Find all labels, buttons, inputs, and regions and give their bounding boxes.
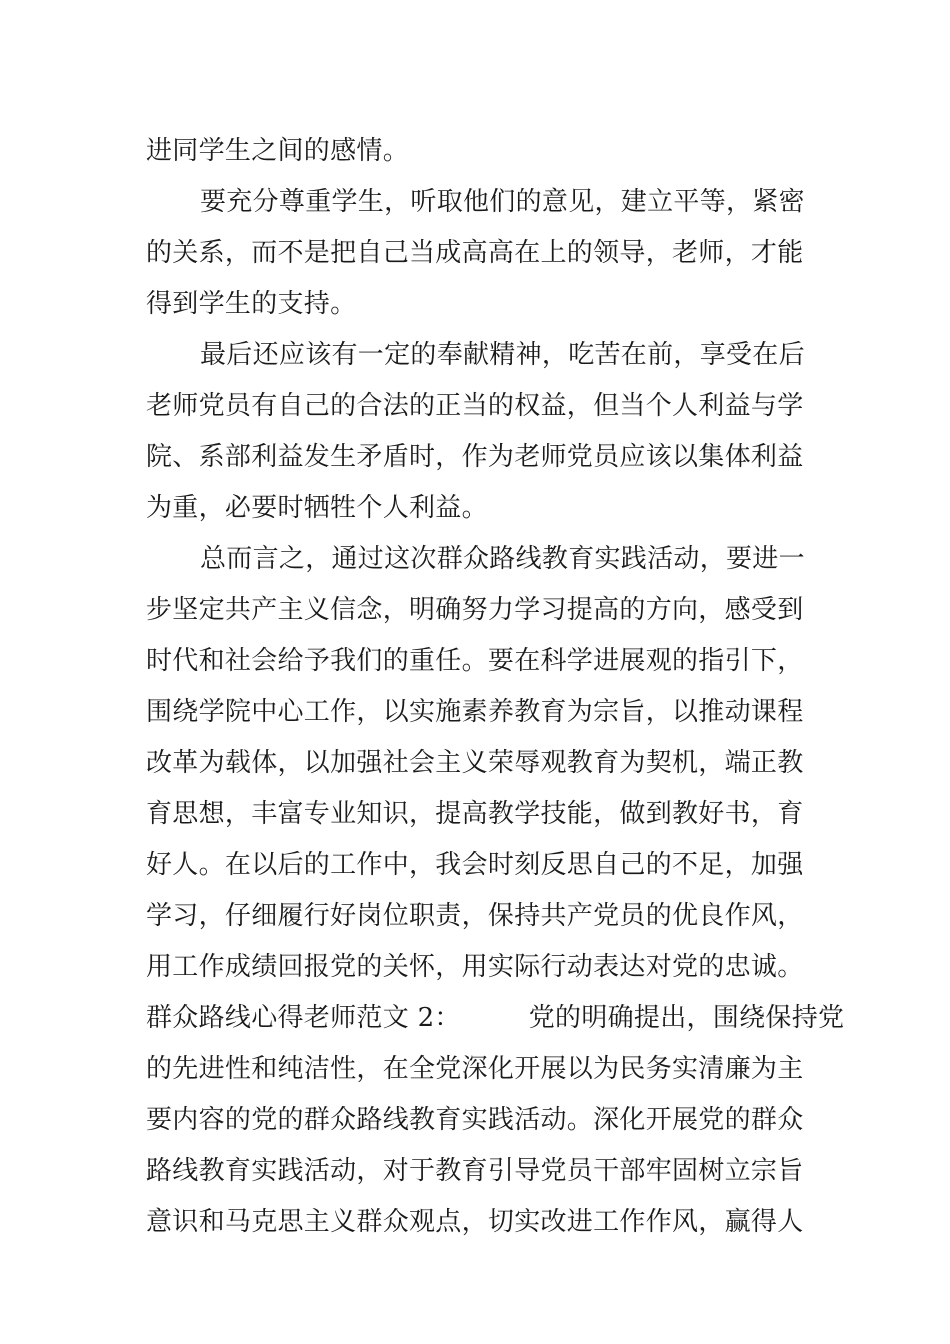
text-line: 得到学生的支持。 [146,289,357,319]
heading-continuation-text: 党的明确提出，围绕保持党 [528,1003,845,1033]
document-body [146,126,845,1248]
text-line: 学习，仔细履行好岗位职责，保持共产党员的优良作风， [146,901,804,931]
text-line: 用工作成绩回报党的关怀，用实际行动表达对党的忠诚。 [146,952,804,982]
text-line: 改革为载体，以加强社会主义荣辱观教育为契机，端正教 [146,748,804,778]
text-line: 意识和马克思主义群众观点，切实改进工作作风，赢得人 [146,1207,804,1237]
text-line: 进同学生之间的感情。 [146,136,410,166]
text-line: 总而言之，通过这次群众路线教育实践活动，要进一 [200,544,805,574]
text-line: 的先进性和纯洁性，在全党深化开展以为民务实清廉为主 [146,1054,804,1084]
section-heading-line [146,993,845,1044]
text-line: 育思想，丰富专业知识，提高教学技能，做到教好书，育 [146,799,804,829]
text-line: 老师党员有自己的合法的正当的权益，但当个人利益与学 [146,391,804,421]
text-line: 路线教育实践活动，对于教育引导党员干部牢固树立宗旨 [146,1156,804,1186]
text-line: 围绕学院中心工作，以实施素养教育为宗旨，以推动课程 [146,697,804,727]
section-heading: 群众路线心得老师范文 2： [146,1003,461,1033]
text-line: 院、系部利益发生矛盾时，作为老师党员应该以集体利益 [146,442,804,472]
text-line: 步坚定共产主义信念，明确努力学习提高的方向，感受到 [146,595,804,625]
text-line: 要内容的党的群众路线教育实践活动。深化开展党的群众 [146,1105,804,1135]
text-line: 时代和社会给予我们的重任。要在科学进展观的指引下， [146,646,804,676]
text-line: 好人。在以后的工作中，我会时刻反思自己的不足，加强 [146,850,804,880]
text-line: 最后还应该有一定的奉献精神，吃苦在前，享受在后 [200,340,805,370]
text-line: 的关系，而不是把自己当成高高在上的领导，老师，才能 [146,238,804,268]
text-line: 要充分尊重学生，听取他们的意见，建立平等，紧密 [200,187,805,217]
text-line: 为重，必要时牺牲个人利益。 [146,493,488,523]
